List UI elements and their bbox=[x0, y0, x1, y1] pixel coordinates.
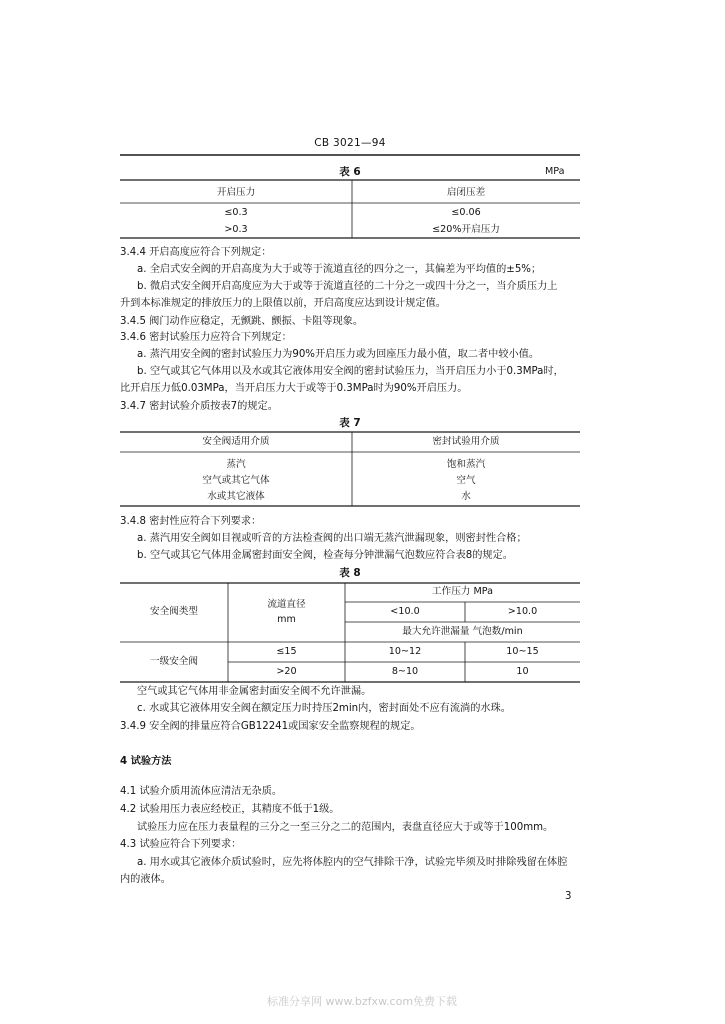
table6-header-opening-pressure: 开启压力 bbox=[216, 187, 256, 198]
clause-3-4-8-item-b: b. 空气或其它气体用金属密封面安全阀，检查每分钟泄漏气泡数应符合表8的规定。 bbox=[137, 550, 513, 561]
clause-3-4-8-item-a: a. 蒸汽用安全阀如目视或听音的方法检查阀的出口端无蒸汽泄漏现象，则密封性合格； bbox=[137, 533, 527, 544]
table8-header-diameter: 流道直径 bbox=[267, 599, 306, 610]
clause-3-4-7: 3.4.7 密封试验介质按表7的规定。 bbox=[120, 401, 278, 412]
clause-3-4-9: 3.4.9 安全阀的排量应符合GB12241或国家安全监察规程的规定。 bbox=[120, 721, 421, 732]
table7-cell: 饱和蒸汽 bbox=[446, 459, 486, 470]
table7-cell: 水 bbox=[461, 491, 471, 502]
table7-cell: 空气 bbox=[456, 475, 476, 486]
table8-cell: 10 bbox=[516, 666, 529, 677]
clause-4-3-item-a: a. 用水或其它液体介质试验时，应先将体腔内的空气排除干净，试验完毕须及时排除残留在体腔 bbox=[137, 857, 568, 868]
table8-cell: 10~12 bbox=[388, 646, 422, 657]
clause-4-2: 4.2 试验用压力表应经校正，其精度不低于1级。 bbox=[120, 804, 340, 815]
table6-cell: ≤20%开启压力 bbox=[432, 224, 500, 235]
table8-header-diameter-unit: mm bbox=[277, 614, 296, 625]
clause-4-3-heading: 4.3 试验应符合下列要求： bbox=[120, 839, 242, 850]
clause-3-4-6-item-b: b. 空气或其它气体用以及水或其它液体用安全阀的密封试验压力，当开启压力小于0.3MPa时， bbox=[137, 366, 564, 377]
clause-3-4-4-heading: 3.4.4 开启高度应符合下列规定： bbox=[120, 247, 272, 258]
clause-3-4-8-heading: 3.4.8 密封性应符合下列要求： bbox=[120, 516, 262, 527]
standard-code: CB 3021—94 bbox=[314, 137, 386, 149]
clause-3-4-4-item-b: b. 微启式安全阀开启高度应为大于或等于流道直径的二十分之一或四十分之一，当介质压力上 bbox=[137, 281, 558, 292]
table6-cell: ≤0.3 bbox=[224, 207, 248, 218]
table8-header-leak-rate: 最大允许泄漏量 气泡数/min bbox=[402, 626, 523, 637]
table7-cell: 水或其它液体 bbox=[207, 491, 265, 502]
clause-3-4-6-item-b-cont: 比开启压力低0.03MPa，当开启压力大于或等于0.3MPa时为90%开启压力。 bbox=[120, 383, 468, 394]
clause-3-4-6-item-a: a. 蒸汽用安全阀的密封试验压力为90%开启压力或为回座压力最小值，取二者中较小值。 bbox=[137, 349, 540, 360]
table6-title: 表 6 bbox=[339, 166, 361, 178]
clause-3-4-5: 3.4.5 阀门动作应稳定，无颤跳、颤振、卡阻等现象。 bbox=[120, 316, 364, 327]
clause-3-4-4-item-a: a. 全启式安全阀的开启高度为大于或等于流道直径的四分之一，其偏差为平均值的±5%； bbox=[137, 264, 542, 275]
table8-cell: ≤15 bbox=[276, 646, 297, 657]
clause-4-2-cont: 试验压力应在压力表量程的三分之一至三分之二的范围内，表盘直径应大于或等于100mm。 bbox=[137, 822, 554, 833]
table6-cell: >0.3 bbox=[224, 224, 248, 235]
table8-header-pressure: 工作压力 MPa bbox=[432, 586, 493, 597]
table6-unit: MPa bbox=[545, 166, 565, 177]
table8-cell: 10~15 bbox=[506, 646, 539, 657]
section-4-heading: 4 试验方法 bbox=[120, 756, 172, 767]
footer-watermark: 标准分享网 www.bzfxw.com免费下载 bbox=[266, 995, 458, 1008]
clause-3-4-8-item-c: c. 水或其它液体用安全阀在额定压力时持压2min内，密封面处不应有流淌的水珠。 bbox=[137, 703, 511, 714]
table8-cell: 8~10 bbox=[391, 666, 419, 677]
table7-header-test-medium: 密封试验用介质 bbox=[432, 436, 500, 447]
table7-title: 表 7 bbox=[339, 417, 361, 429]
table8-row-label: 一级安全阀 bbox=[150, 656, 198, 667]
table8-header-valve-type: 安全阀类型 bbox=[150, 606, 198, 617]
table8-header-pressure-high: >10.0 bbox=[507, 606, 538, 617]
table6-header-pressure-difference: 启闭压差 bbox=[446, 187, 486, 198]
table6-cell: ≤0.06 bbox=[451, 207, 481, 218]
page-number: 3 bbox=[565, 891, 572, 902]
table8-note: 空气或其它气体用非金属密封面安全阀不允许泄漏。 bbox=[137, 686, 372, 697]
clause-3-4-4-item-b-cont: 升到本标准规定的排放压力的上限值以前，开启高度应达到设计规定值。 bbox=[120, 298, 446, 309]
table7-cell: 蒸汽 bbox=[226, 459, 246, 470]
table8-title: 表 8 bbox=[339, 567, 361, 579]
clause-4-3-item-a-cont: 内的液体。 bbox=[120, 874, 171, 885]
table8-cell: >20 bbox=[276, 666, 297, 677]
table7-header-medium: 安全阀适用介质 bbox=[202, 436, 270, 447]
table7-cell: 空气或其它气体 bbox=[202, 475, 270, 486]
clause-3-4-6-heading: 3.4.6 密封试验压力应符合下列规定： bbox=[120, 332, 292, 343]
clause-4-1: 4.1 试验介质用流体应清洁无杂质。 bbox=[120, 786, 283, 797]
table8-header-pressure-low: <10.0 bbox=[390, 606, 420, 617]
